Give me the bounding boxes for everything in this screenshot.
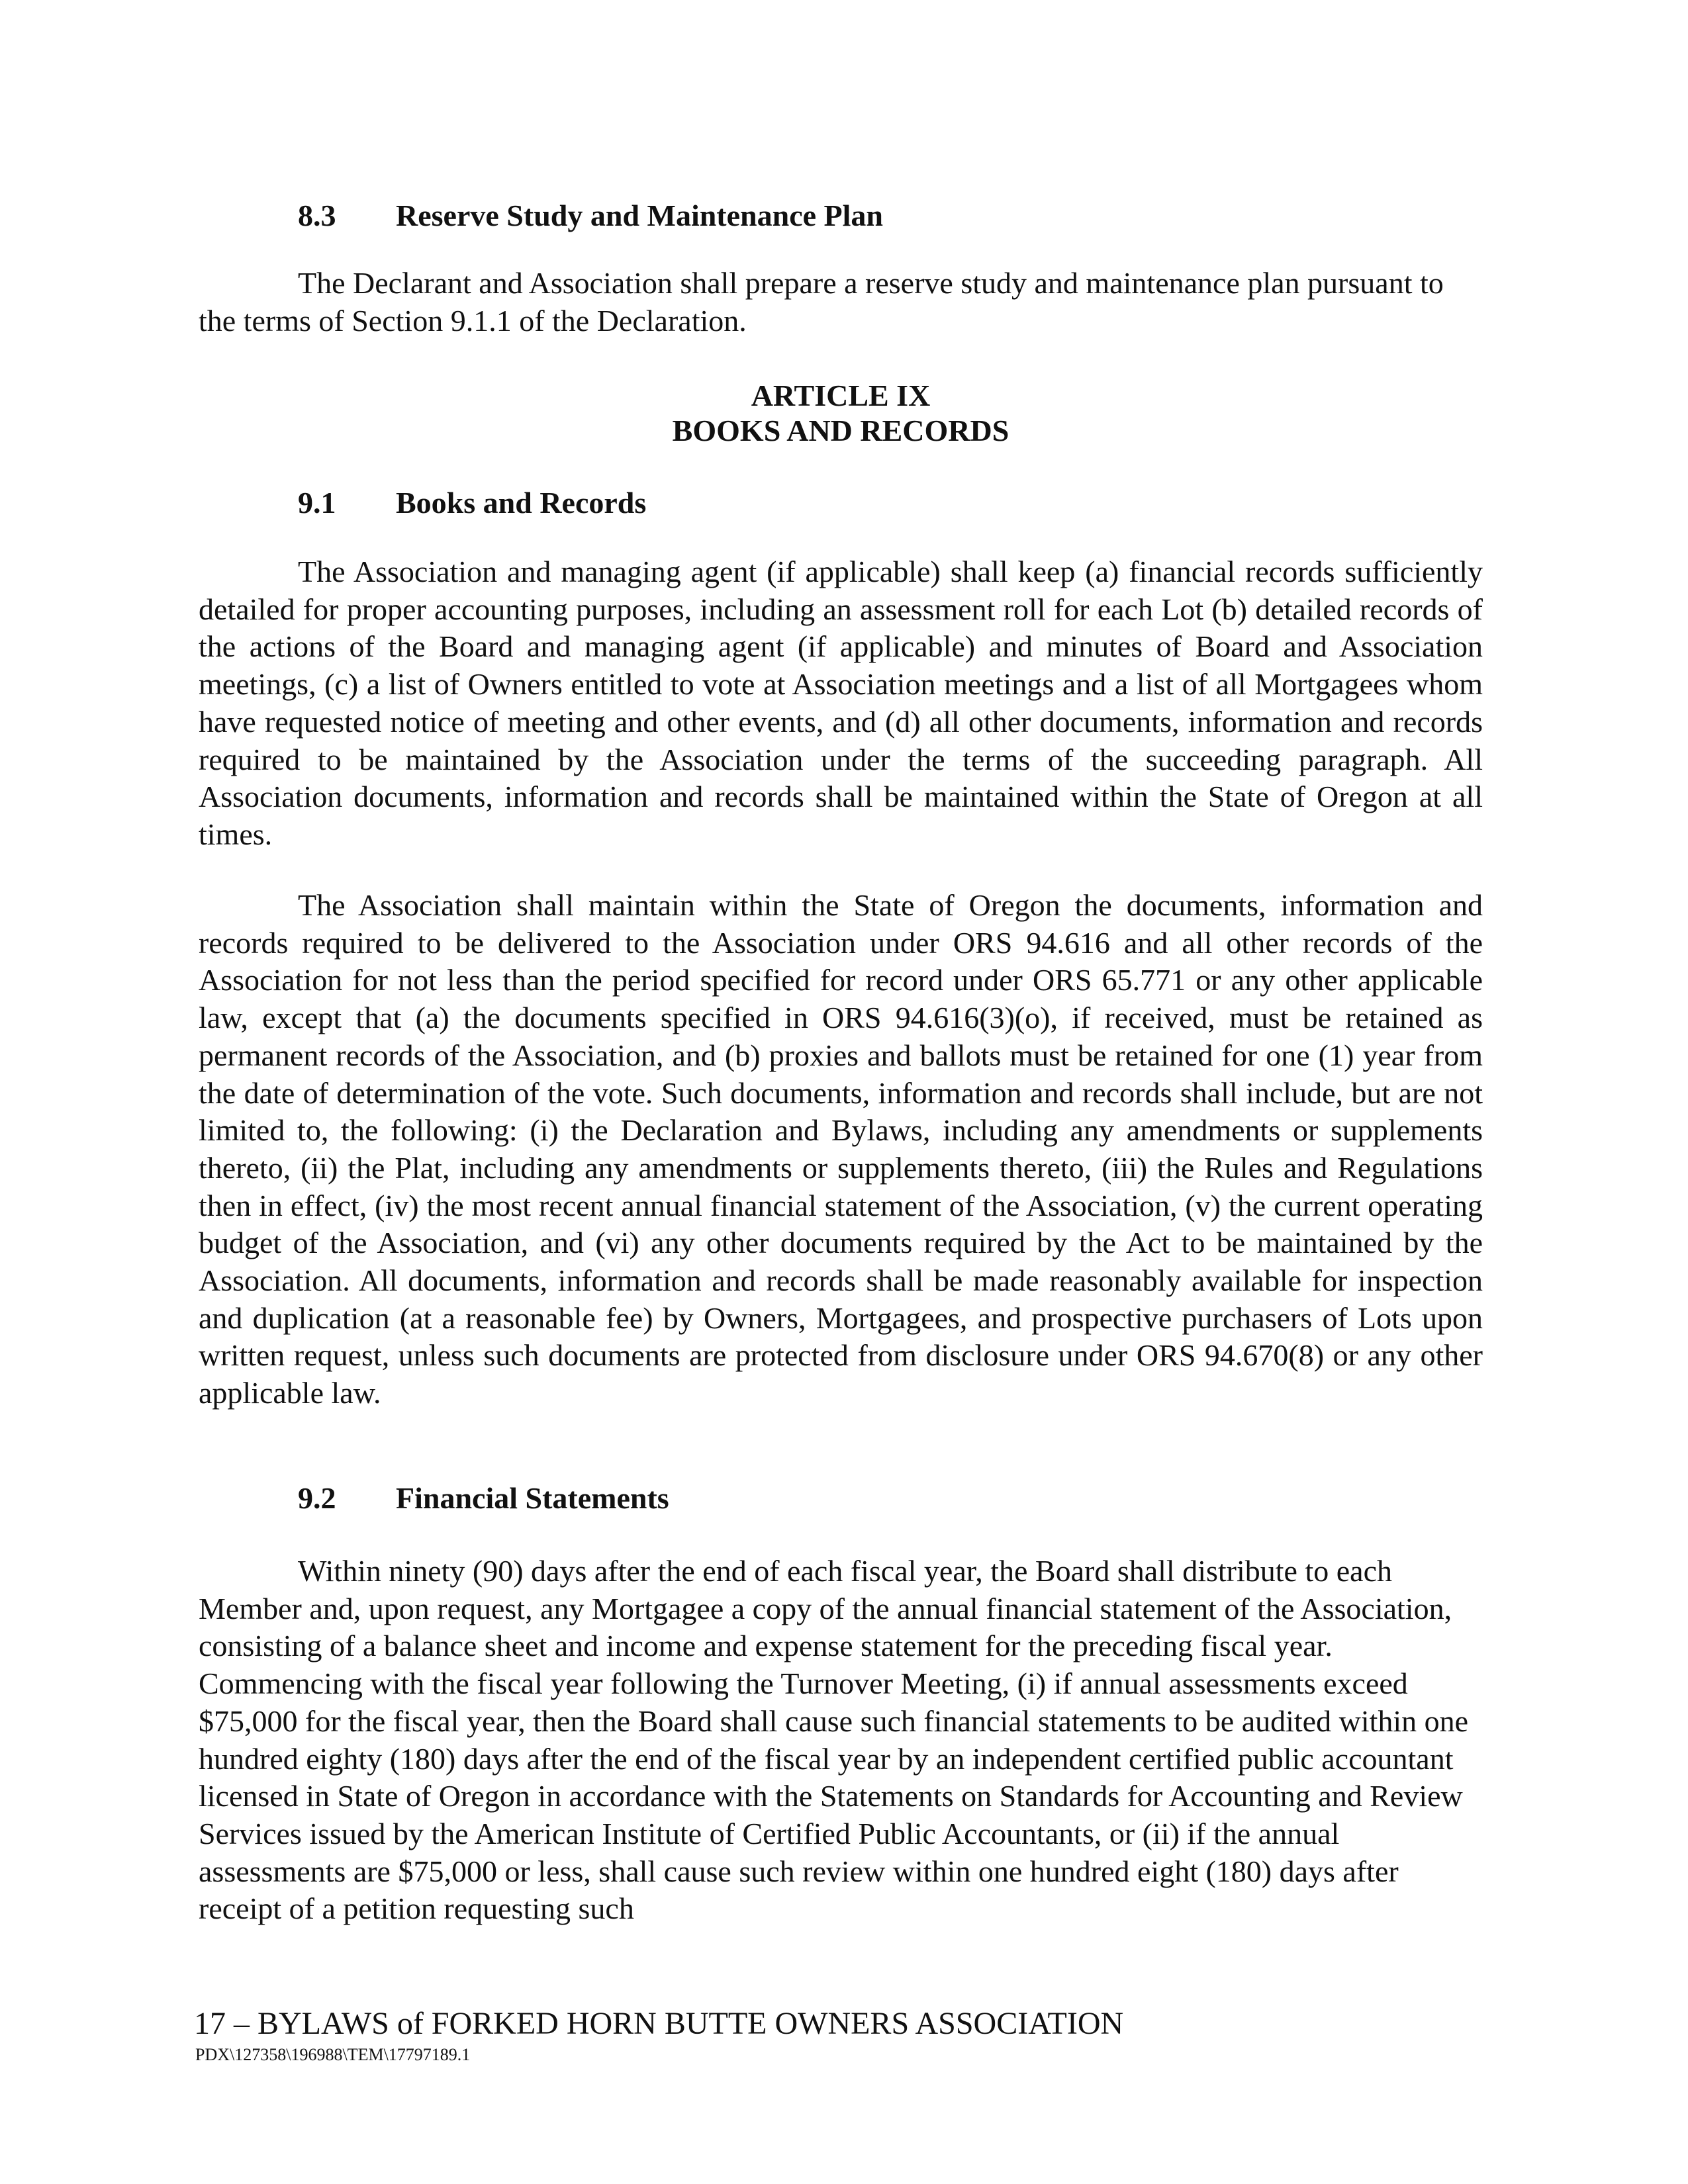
- section-8-3-body: The Declarant and Association shall prepare a reserve study and maintenance plan pursuant to the terms of Section 9.1.1 of the Declaration.: [199, 266, 1444, 338]
- section-number: 9.1: [298, 486, 336, 520]
- section-title: Books and Records: [396, 486, 647, 520]
- section-number: 8.3: [298, 199, 336, 232]
- footer-title: 17 – BYLAWS of FORKED HORN BUTTE OWNERS ASSOCIATION: [194, 2006, 1124, 2041]
- section-8-3-heading: [298, 197, 883, 234]
- section-9-2-body: Within ninety (90) days after the end of each fiscal year, the Board shall distribute to each Member and, upon request, any Mortgagee a copy of the annual financial statement of the Association, consisting of a balance sheet and income and expense statement for the preceding fiscal year. Commencing with the fiscal year following the Turnover Meeting, (i) if annual assessments exceed $75,000 for the fiscal year, then the Board shall cause such financial statements to be audited within one hundred eighty (180) days after the end of the fiscal year by an independent certified public accountant licensed in State of Oregon in accordance with the Statements on Standards for Accounting and Review Services issued by the American Institute of Certified Public Accountants, or (ii) if the annual assessments are $75,000 or less, shall cause such review within one hundred eight (180) days after receipt of a petition requesting such: [199, 1554, 1469, 1926]
- article-title: BOOKS AND RECORDS: [672, 414, 1009, 447]
- section-9-1-paragraph-2: The Association shall maintain within the State of Oregon the documents, information and records required to be delivered to the Association under ORS 94.616 and all other records of the Association for not less than the period specified for record under ORS 65.771 or any other applicable law, except that (a) the documents specified in ORS 94.616(3)(o), if received, must be retained as permanent records of the Association, and (b) proxies and ballots must be retained for one (1) year from the date of determination of the vote. Such documents, information and records shall include, but are not limited to, the following: (i) the Declaration and Bylaws, including any amendments or supplements thereto, (ii) the Plat, including any amendments or supplements thereto, (iii) the Rules and Regulations then in effect, (iv) the most recent annual financial statement of the Association, (v) the current operating budget of the Association, and (vi) any other documents required by the Act to be maintained by the Association. All documents, information and records shall be made reasonably available for inspection and duplication (at a reasonable fee) by Owners, Mortgagees, and prospective purchasers of Lots upon written request, unless such documents are protected from disclosure under ORS 94.670(8) or any other applicable law.: [199, 888, 1483, 1410]
- section-9-1-heading: [298, 484, 646, 522]
- section-title: Reserve Study and Maintenance Plan: [396, 199, 883, 232]
- section-9-2-heading: [298, 1480, 669, 1517]
- section-number: 9.2: [298, 1481, 336, 1515]
- footer-document-code: PDX\127358\196988\TEM\17797189.1: [195, 2045, 471, 2064]
- section-title: Financial Statements: [396, 1481, 669, 1515]
- article-label: ARTICLE IX: [751, 379, 931, 412]
- section-9-1-paragraph-1: The Association and managing agent (if applicable) shall keep (a) financial records sufficiently detailed for proper accounting purposes, including an assessment roll for each Lot (b) detailed records of the actions of the Board and managing agent (if applicable) and minutes of Board and Association meetings, (c) a list of Owners entitled to vote at Association meetings and a list of all Mortgagees whom have requested notice of meeting and other events, and (d) all other documents, information and records required to be maintained by the Association under the terms of the succeeding paragraph. All Association documents, information and records shall be maintained within the State of Oregon at all times.: [199, 555, 1483, 851]
